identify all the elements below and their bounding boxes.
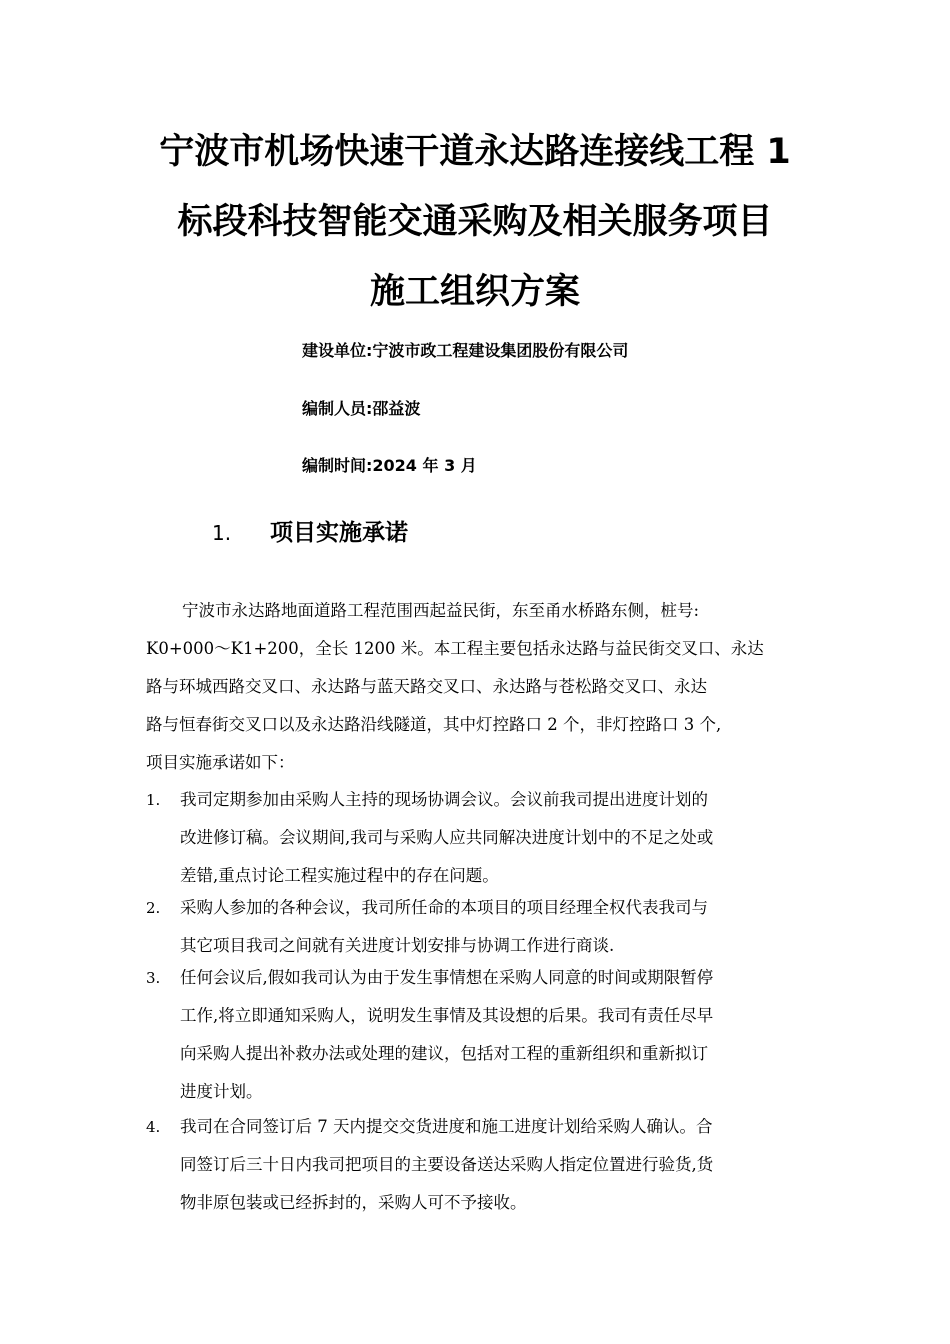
editor-name: 编制人员:邵益波	[302, 399, 421, 418]
list-item-line: 进度计划。	[180, 1082, 263, 1101]
list-item-line: 我司在合同签订后 7 天内提交交货进度和施工进度计划给采购人确认。合	[180, 1117, 713, 1136]
list-item-marker: 2.	[146, 899, 161, 917]
intro-line: 路与恒春街交叉口以及永达路沿线隧道，其中灯控路口 2 个，非灯控路口 3 个,	[146, 715, 722, 734]
intro-line: 宁波市永达路地面道路工程范围西起益民街，东至甬水桥路东侧，桩号:	[182, 601, 700, 620]
list-item-marker: 4.	[146, 1118, 161, 1136]
section-heading	[212, 518, 408, 548]
list-item-marker: 3.	[146, 969, 161, 987]
list-item-line: 其它项目我司之间就有关进度计划安排与协调工作进行商谈.	[180, 936, 615, 955]
list-item-line: 工作,将立即通知采购人，说明发生事情及其设想的后果。我司有责任尽早	[180, 1006, 714, 1025]
document-title-line-3: 施工组织方案	[369, 272, 580, 312]
list-item-line: 物非原包装或已经拆封的，采购人可不予接收。	[180, 1193, 527, 1212]
list-item-line: 任何会议后,假如我司认为由于发生事情想在采购人同意的时间或期限暂停	[180, 968, 714, 987]
list-item-line: 改进修订稿。会议期间,我司与采购人应共同解决进度计划中的不足之处或	[180, 828, 714, 847]
intro-line: 项目实施承诺如下：	[146, 753, 295, 772]
list-item-marker: 1.	[146, 791, 161, 809]
intro-line: K0+000～K1+200，全长 1200 米。本工程主要包括永达路与益民街交叉口、永达	[146, 639, 764, 658]
intro-line: 路与环城西路交叉口、永达路与蓝天路交叉口、永达路与苍松路交叉口、永达	[146, 677, 707, 696]
document-title-line-2: 标段科技智能交通采购及相关服务项目	[177, 202, 773, 242]
document-title-line-1: 宁波市机场快速干道永达路连接线工程 1	[159, 132, 791, 172]
builder-unit: 建设单位:宁波市政工程建设集团股份有限公司	[302, 341, 629, 360]
list-item-line: 向采购人提出补救办法或处理的建议，包括对工程的重新组织和重新拟订	[180, 1044, 708, 1063]
list-item-line: 同签订后三十日内我司把项目的主要设备送达采购人指定位置进行验货,货	[180, 1155, 714, 1174]
list-item-line: 差错,重点讨论工程实施过程中的存在问题。	[180, 866, 499, 885]
list-item-line: 采购人参加的各种会议，我司所任命的本项目的项目经理全权代表我司与	[180, 898, 708, 917]
compile-date: 编制时间:2024 年 3 月	[302, 456, 477, 475]
list-item-line: 我司定期参加由采购人主持的现场协调会议。会议前我司提出进度计划的	[180, 790, 708, 809]
section-number: 1.	[212, 521, 232, 545]
section-title: 项目实施承诺	[270, 520, 408, 546]
